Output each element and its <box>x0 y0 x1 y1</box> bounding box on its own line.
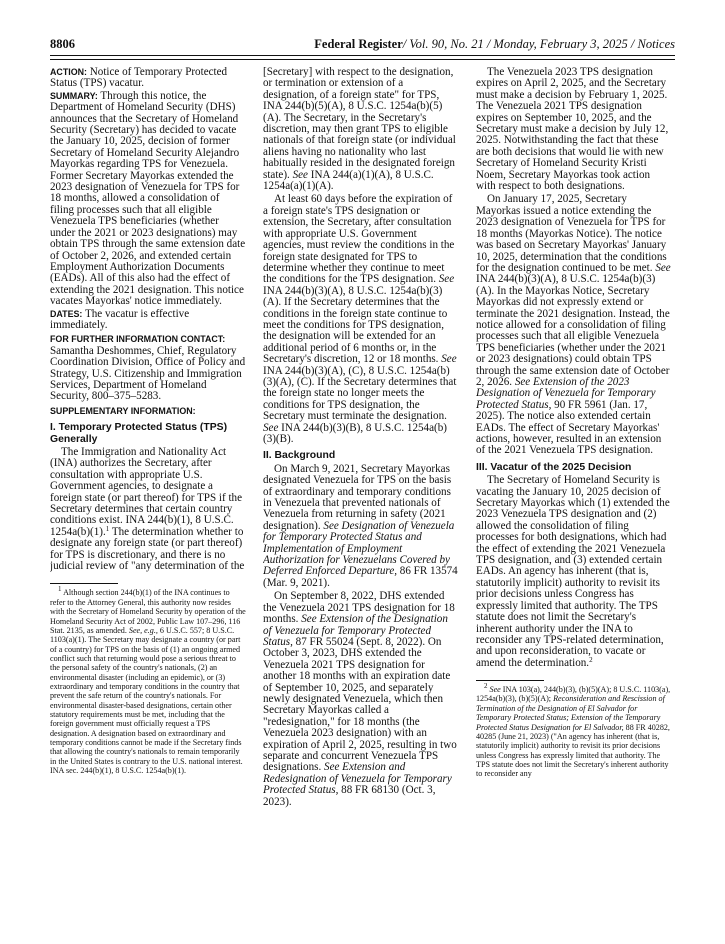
paragraph-expirations: The Venezuela 2023 TPS designation expires on April 2, 2025, and the Secretary must make a decision by February 1, 2025. The Venezuela 2021 TPS designation expires on September 10, 2025, and the Secretary must make a decision by July 12, 2025. Notwithstanding the fact that these are both decisions that would lie with new Secretary of Homeland Security Kristi Noem, Secretary Mayorkas took action with respect to both designations. <box>476 67 669 193</box>
text-run: 6 U.S.C. 557; 8 U.S.C. 1103(a)(1). The Secretary may designate a country (or part of a country) for TPS on the basis of (1) an ongoing armed conflict such that returning would pose a serious threat to the personal safety of the country's nationals, (2) an environmental disaster (including an epidemic), or (3) extraordinary and temporary conditions in the country that prevent the safe return of the country's nationals. For environmental disaster-based designations, certain other statutory requirements must be met, including that the foreign government must officially request a TPS designation. A designation based on extraordinary and temporary conditions cannot be made if the Secretary finds that allowing the country's nationals to remain temporarily in the United States is contrary to the U.S. national interest. INA sec. 244(b)(1), 8 U.S.C. 1254a(b)(1). <box>50 625 243 775</box>
journal-title: Federal Register <box>314 37 403 51</box>
paragraph-tps-generally <box>50 447 246 572</box>
action-paragraph <box>50 67 246 90</box>
text-run: The Immigration and Nationality Act (INA) authorizes the Secretary, after consultation with appropriate U.S. Government agencies, to designate a foreign state (or part thereof) for TPS if the Secretary determines that certain country conditions exist. INA 244(b)(1), 8 U.S.C. 1254a(b)(1). <box>50 446 243 538</box>
footnote-rule <box>476 680 544 681</box>
header-rule-thin <box>50 59 675 60</box>
text-run: 86 FR 13574 (Mar. 9, 2021). <box>263 565 458 589</box>
footnote-number-1: 1 <box>58 585 62 594</box>
text-run: At least 60 days before the expiration of a foreign state's TPS designation or extension, the Secretary, after consultation with appropriate U.S. Government agencies, must review the conditions in the foreign state designated for TPS to determine whether they continue to meet the conditions for the TPS designation. <box>263 193 455 286</box>
section-heading-1: I. Temporary Protected Status (TPS) Generally <box>50 422 228 445</box>
text-run: The determination whether to designate any foreign state (or part thereof) for TPS is discretionary, and there is no judicial review of "any determination of the <box>50 525 245 573</box>
text-run: INA 244(b)(3)(A), 8 U.S.C. 1254a(b)(3)(A). If the Secretary determines that the conditions in the foreign state continue to meet the conditions for TPS designation, the designation will be extended for an additional period of 6 months or, in the Secretary's discretion, 12 or 18 months. <box>263 284 448 366</box>
text-run: [Secretary] with respect to the designation, or termination or extension of a designation, of a foreign state" for TPS, INA 244(b)(5)(A), 8 U.S.C. 1254a(b)(5)(A). The Secretary, in the Secretary's discretion, may then grant TPS to eligible nationals of that foreign state (or individual aliens having no nationality who last habitually resided in the designated foreign state). <box>263 67 456 181</box>
text-run: INA 103(a), 244(b)(3), (b)(5)(A); 8 U.S.C. 1103(a), 1254a(b)(3), (b)(5)(A); <box>476 685 671 704</box>
italic-run: See <box>441 353 457 366</box>
summary-paragraph <box>50 91 246 308</box>
dates-label: DATES: <box>50 308 83 319</box>
page-header <box>50 37 675 53</box>
contact-text: Samantha Deshommes, Chief, Regulatory Coordination Division, Office of Policy and Strategy, U.S. Citizenship and Immigration Services, Department of Homeland Security, 800–375–5283. <box>50 344 246 403</box>
header-rule-thick <box>50 55 675 56</box>
text-run: 88 FR 40282, 40285 (June 21, 2023) ("An agency has inherent (that is, statutorily implicit) authority to revisit its prior decisions unless Congress has expressly limited that authority. The TPS statute does not limit the Secretary's inherent authority to reconsider any <box>476 722 670 779</box>
running-head <box>314 37 675 52</box>
text-run: 90 FR 5961 (Jan. 17, 2025). The notice also extended certain EADs. The effect of Secretary Mayorkas' actions, however, resulted in an extension of the 2021 Venezuela TPS designation. <box>476 398 662 457</box>
paragraph-review <box>263 194 459 445</box>
italic-run: See Designation of Venezuela for Temporary Protected Status and Implementation of Employment Authorization for Venezuelans Covered by Deferred Enforced Departure, <box>263 519 455 578</box>
italic-run: See <box>655 261 671 274</box>
text-run: INA 244(a)(1)(A), 8 U.S.C. 1254a(a)(1)(A). <box>263 168 434 193</box>
text-run: On September 8, 2022, DHS extended the Venezuela 2021 TPS designation for 18 months. <box>263 590 455 626</box>
dates-paragraph <box>50 309 246 332</box>
text-run: On March 9, 2021, Secretary Mayorkas designated Venezuela for TPS on the basis of extraordinary and temporary conditions in Venezuela that prevented nationals of Venezuela from returning in safety (2021 designation). <box>263 462 452 532</box>
footnote-ref-2[interactable]: 2 <box>589 655 593 664</box>
italic-run: See <box>292 168 308 181</box>
text-run: INA 244(b)(3)(B), 8 U.S.C. 1254a(b)(3)(B). <box>263 421 447 445</box>
italic-run: See <box>487 685 501 695</box>
column-right <box>476 67 672 933</box>
section-heading-3: III. Vacatur of the 2025 Decision <box>476 461 632 473</box>
paragraph-2021-designation <box>263 464 459 589</box>
page-number: 8806 <box>50 37 75 51</box>
text-run: On January 17, 2025, Secretary Mayorkas issued a notice extending the 2023 designation of Venezuela for TPS for 18 months (Mayorkas Notice). The notice was based on Secretary Mayorkas' January 10, 2025, determination that the conditions for the designation continued to be met. <box>476 193 667 274</box>
text-run: The Secretary of Homeland Security is vacating the January 10, 2025 decision of Secretary Mayorkas which (1) extended the 2023 Venezuela TPS designation and (2) allowed the consolidation of filing processes for both designations, which had the effect of extending the 2021 Venezuela TPS designation, and (3) extended certain EADs. An agency has inherent (that is, statutorily implicit) authority to revisit its prior decisions unless Congress has expressly limited that authority. The TPS statute does not limit the Secretary's inherent authority under the INA to reconsider any TPS-related determination, and upon reconsideration, to vacate or amend the determination. <box>476 474 670 669</box>
italic-run: See <box>263 421 279 434</box>
supplementary-label: SUPPLEMENTARY INFORMATION: <box>50 405 196 416</box>
column-middle <box>263 67 459 933</box>
text-run: INA 244(b)(3)(A), 8 U.S.C. 1254a(b)(3)(A). In the Mayorkas Notice, Secretary Mayorkas did not expressly extend or terminate the 2021 designation. Instead, the notice allowed for a consolidation of filing processes such that all eligible Venezuela TPS beneficiaries (whether under the 2021 or 2023 designations) could obtain TPS through the same extension date of October 2, 2026. <box>476 273 670 388</box>
footnote-2 <box>476 682 672 779</box>
text-run: 88 FR 68130 (Oct. 3, 2023). <box>263 784 436 808</box>
italic-run: See Extension and Redesignation of Venezuela for Temporary Protected Status, <box>263 761 452 797</box>
text-run: INA 244(b)(3)(A), (C), 8 U.S.C. 1254a(b)(3)(A), (C). If the Secretary determines that the foreign state no longer meets the conditions for TPS designation, the Secretary must terminate the designation. <box>263 364 457 423</box>
action-label: ACTION: <box>50 67 87 77</box>
summary-text: Through this notice, the Department of Homeland Security (DHS) announces that the Secretary of Homeland Security (Secretary) has decided to vacate the January 10, 2025, decision of former Secretary of Homeland Security Alejandro Mayorkas regarding TPS for Venezuela. Former Secretary Mayorkas extended the 2023 designation of Venezuela for TPS for 18 months, allowed a consolidation of filing processes such that all eligible Venezuela TPS beneficiaries (whether under the 2021 or 2023 designations) may obtain TPS through the same extension date of October 2, 2026, and extended certain Employment Authorization Documents (EADs). All of this also had the effect of extending the 2021 designation. This notice vacates Mayorkas' notice immediately. <box>50 89 246 308</box>
footnote-1 <box>50 585 246 775</box>
footnote-rule <box>50 583 118 584</box>
paragraph-extensions <box>263 591 459 808</box>
italic-run: See, e.g., <box>128 625 158 635</box>
footnote-ref-1[interactable]: 1 <box>105 524 110 533</box>
paragraph-mayorkas-notice <box>476 194 672 456</box>
issue-citation: / Vol. 90, No. 21 / Monday, February 3, 2025 / Notices <box>402 37 675 51</box>
paragraph-continued <box>263 67 459 192</box>
italic-run: See Extension of the 2023 Designation of Venezuela for Temporary Protected Status, <box>476 375 656 411</box>
footnote-number-2: 2 <box>484 682 488 691</box>
summary-label: SUMMARY: <box>50 90 98 101</box>
italic-run: Reconsideration and Rescission of Termination of the Designation of El Salvador for Temporary Protected Status; Extension of the Temporary Protected Status Designation for El Salvador, <box>476 694 665 732</box>
italic-run: See <box>438 273 455 286</box>
italic-run: See Extension of the Designation of Venezuela for Temporary Protected Status, <box>263 613 448 648</box>
dates-text: The vacatur is effective immediately. <box>50 307 190 331</box>
action-text: Notice of Temporary Protected Status (TPS) vacatur. <box>50 67 228 90</box>
section-heading-2: II. Background <box>263 450 336 462</box>
contact-label: FOR FURTHER INFORMATION CONTACT: <box>50 334 226 345</box>
paragraph-vacatur <box>476 475 672 669</box>
text-run: Although section 244(b)(1) of the INA continues to refer to the Attorney General, this authority now resides with the Secretary of Homeland Security by operation of the Homeland Security Act of 2002, Public Law 107–296, 116 Stat. 2135, as amended. <box>50 588 246 635</box>
text-run: 87 FR 55024 (Sept. 8, 2022). On October 3, 2023, DHS extended the Venezuela 2021 TPS designation for another 18 months with an expiration date of September 10, 2025, and separately newly designated Venezuela, which then Secretary Mayorkas called a "redesignation," for 18 months (the Venezuela 2023 designation) with an expiration of April 2, 2025, resulting in two separate and concurrent Venezuela TPS designations. <box>263 635 457 774</box>
column-left <box>50 67 246 933</box>
